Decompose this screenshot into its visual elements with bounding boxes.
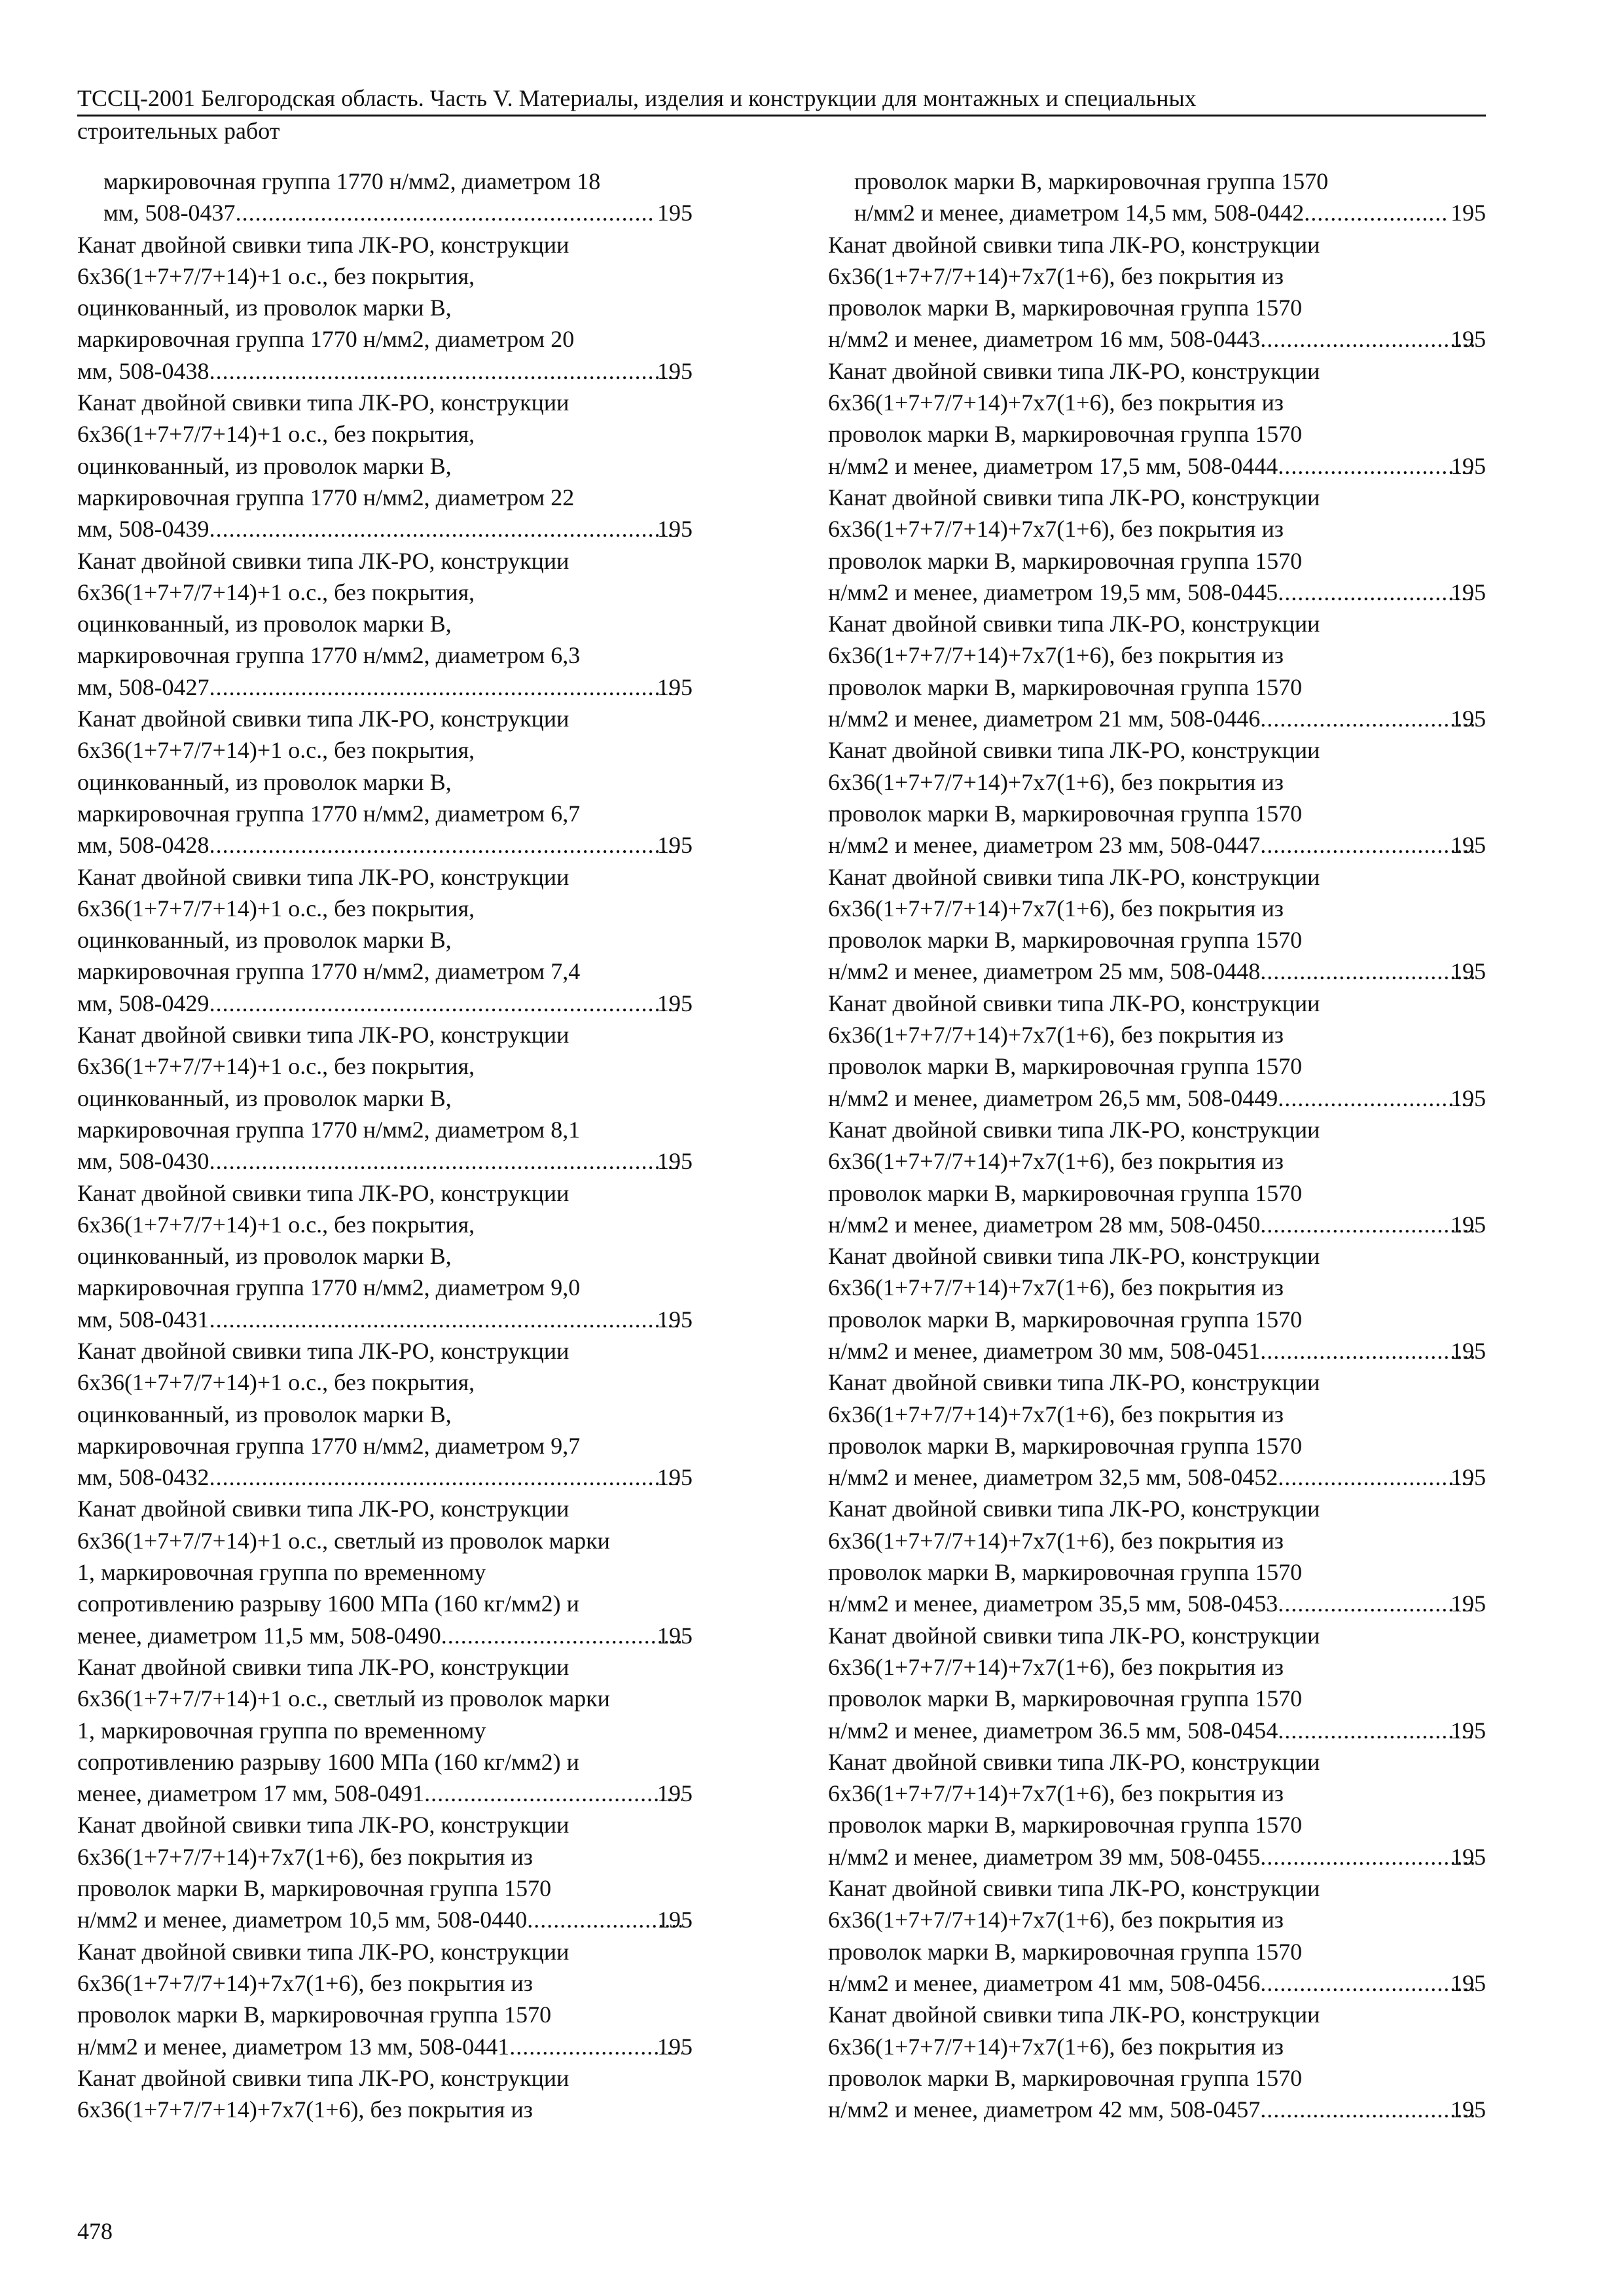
index-entry — [77, 1177, 693, 1335]
entry-text-line: проволок марки В, маркировочная группа 1570 — [828, 927, 1303, 954]
index-entry — [828, 1114, 1486, 1240]
entry-last-line — [828, 1209, 1486, 1240]
entry-code-text: мм, 508-0427 — [77, 673, 209, 700]
entry-text-line: Канат двойной свивки типа ЛК-РО, конструкции — [77, 863, 569, 890]
dot-leader — [209, 1145, 682, 1177]
entry-last-line — [77, 1462, 693, 1493]
entry-text-line: Канат двойной свивки типа ЛК-РО, конструкции — [77, 1179, 569, 1206]
entry-code-text: н/мм2 и менее, диаметром 10,5 мм, 508-0440 — [77, 1907, 528, 1933]
entry-text-line: Канат двойной свивки типа ЛК-РО, конструкции — [77, 547, 569, 574]
dot-leader — [1260, 2094, 1475, 2125]
entry-text-line: Канат двойной свивки типа ЛК-РО, конструкции — [77, 231, 569, 258]
dot-leader — [441, 1620, 682, 1651]
entry-page-ref: 195 — [1451, 1969, 1486, 1996]
index-entry — [828, 861, 1486, 988]
entry-text-line: 6х36(1+7+7/7+14)+1 о.с., без покрытия, — [77, 895, 475, 922]
entry-page-ref: 195 — [657, 1306, 693, 1333]
entry-text-line: 6х36(1+7+7/7+14)+7х7(1+6), без покрытия из — [828, 1274, 1284, 1301]
entry-text-line: 6х36(1+7+7/7+14)+7х7(1+6), без покрытия из — [828, 1022, 1284, 1049]
entry-last-line — [77, 1778, 693, 1809]
dot-leader — [1278, 1462, 1475, 1493]
dot-leader — [209, 829, 682, 861]
entry-text-line: Канат двойной свивки типа ЛК-РО, конструкции — [828, 863, 1320, 890]
entry-page-ref: 195 — [1451, 958, 1486, 985]
dot-leader — [1278, 1588, 1475, 1619]
entry-text-line: Канат двойной свивки типа ЛК-РО, конструкции — [77, 1496, 569, 1522]
entry-text-line: проволок марки В, маркировочная группа 1570 — [828, 2064, 1303, 2091]
entry-page-ref: 195 — [657, 832, 693, 859]
entry-text-line: 6х36(1+7+7/7+14)+7х7(1+6), без покрытия из — [828, 2033, 1284, 2060]
page-number: 478 — [77, 2218, 113, 2244]
entry-code-text: н/мм2 и менее, диаметром 14,5 мм, 508-0442 — [854, 200, 1305, 226]
entry-text-line: проволок марки В, маркировочная группа 1570 — [828, 1938, 1303, 1965]
dot-leader — [209, 513, 682, 545]
dot-leader — [1260, 323, 1475, 355]
entry-last-line — [828, 450, 1486, 482]
dot-leader — [209, 1304, 682, 1335]
entry-page-ref: 195 — [657, 200, 693, 226]
entry-text-line: 6х36(1+7+7/7+14)+7х7(1+6), без покрытия из — [828, 642, 1284, 669]
entry-page-ref: 195 — [657, 516, 693, 543]
entry-text-line: проволок марки В, маркировочная группа 1570 — [828, 1306, 1303, 1333]
entry-text-line: проволок марки В, маркировочная группа 1570 — [828, 1053, 1303, 1080]
index-entry — [77, 1651, 693, 1809]
entry-text-line: 6х36(1+7+7/7+14)+7х7(1+6), без покрытия из — [828, 262, 1284, 289]
entry-page-ref: 195 — [657, 357, 693, 384]
entry-text-line: 6х36(1+7+7/7+14)+7х7(1+6), без покрытия из — [77, 1843, 533, 1870]
entry-text-line: Канат двойной свивки типа ЛК-РО, конструкции — [77, 706, 569, 732]
entry-text-line: 6х36(1+7+7/7+14)+7х7(1+6), без покрытия из — [828, 516, 1284, 543]
entry-text-line: оцинкованный, из проволок марки В, — [77, 295, 452, 321]
entry-text-line: проволок марки В, маркировочная группа 1570 — [828, 295, 1303, 321]
index-entry — [828, 608, 1486, 734]
index-entry — [77, 1335, 693, 1493]
entry-code-text: н/мм2 и менее, диаметром 26,5 мм, 508-0449 — [828, 1085, 1278, 1111]
entry-text-line: 6х36(1+7+7/7+14)+1 о.с., без покрытия, — [77, 579, 475, 605]
index-entry — [77, 1809, 693, 1935]
dot-leader — [1278, 1083, 1475, 1114]
index-entry — [77, 861, 693, 1019]
entry-text-line: Канат двойной свивки типа ЛК-РО, конструкции — [77, 1938, 569, 1965]
entry-last-line — [828, 703, 1486, 734]
entry-text-line: сопротивлению разрыву 1600 МПа (160 кг/мм2) и — [77, 1590, 579, 1617]
entry-text-line: сопротивлению разрыву 1600 МПа (160 кг/мм2) и — [77, 1748, 579, 1775]
dot-leader — [209, 1462, 682, 1493]
entry-code-text: н/мм2 и менее, диаметром 42 мм, 508-0457 — [828, 2096, 1261, 2123]
index-entry — [828, 1367, 1486, 1493]
entry-text-line: проволок марки В, маркировочная группа 1570 — [828, 1432, 1303, 1459]
entry-code-text: мм, 508-0430 — [77, 1148, 209, 1175]
entry-last-line — [828, 1967, 1486, 1999]
entry-code-text: н/мм2 и менее, диаметром 35,5 мм, 508-0453 — [828, 1590, 1278, 1617]
entry-text-line: проволок марки В, маркировочная группа 1570 — [828, 421, 1303, 448]
index-entry — [77, 1019, 693, 1177]
entry-last-line — [77, 829, 693, 861]
entry-text-line: проволок марки В, маркировочная группа 1570 — [854, 168, 1329, 194]
index-entry — [77, 387, 693, 545]
entry-text-line: Канат двойной свивки типа ЛК-РО, конструкции — [828, 737, 1320, 764]
index-entry — [828, 166, 1486, 229]
entry-last-line — [828, 577, 1486, 608]
dot-leader — [1260, 956, 1475, 987]
entry-text-line: маркировочная группа 1770 н/мм2, диаметром 9,0 — [77, 1274, 581, 1301]
dot-leader — [1278, 577, 1475, 608]
dot-leader — [1260, 1841, 1475, 1873]
entry-text-line: проволок марки В, маркировочная группа 1570 — [828, 800, 1303, 827]
entry-text-line: Канат двойной свивки типа ЛК-РО, конструкции — [828, 1496, 1320, 1522]
entry-page-ref: 195 — [1451, 452, 1486, 479]
entry-last-line — [77, 2031, 693, 2062]
entry-text-line: 6х36(1+7+7/7+14)+7х7(1+6), без покрытия из — [77, 1969, 533, 1996]
entry-page-ref: 195 — [1451, 200, 1486, 226]
entry-page-ref: 195 — [1451, 1337, 1486, 1364]
index-entry — [828, 1999, 1486, 2125]
entry-page-ref: 195 — [1451, 1085, 1486, 1111]
index-entry — [828, 734, 1486, 861]
entry-text-line: Канат двойной свивки типа ЛК-РО, конструкции — [828, 1875, 1320, 1902]
dot-leader — [1260, 703, 1475, 734]
header-title-line2: строительных работ — [77, 118, 280, 144]
entry-text-line: Канат двойной свивки типа ЛК-РО, конструкции — [77, 1812, 569, 1839]
index-entry — [828, 1873, 1486, 1999]
entry-text-line: оцинкованный, из проволок марки В, — [77, 1243, 452, 1270]
entry-text-line: 6х36(1+7+7/7+14)+1 о.с., без покрытия, — [77, 737, 475, 764]
entry-text-line: 6х36(1+7+7/7+14)+7х7(1+6), без покрытия из — [828, 389, 1284, 416]
running-header — [77, 84, 1486, 146]
index-entry — [828, 988, 1486, 1114]
entry-text-line: Канат двойной свивки типа ЛК-РО, конструкции — [77, 389, 569, 416]
entry-text-line: оцинкованный, из проволок марки В, — [77, 1401, 452, 1427]
entry-text-line: маркировочная группа 1770 н/мм2, диаметром 7,4 — [77, 958, 581, 985]
entry-code-text: н/мм2 и менее, диаметром 13 мм, 508-0441 — [77, 2033, 510, 2060]
entry-text-line: 6х36(1+7+7/7+14)+1 о.с., светлый из проволок марки — [77, 1685, 610, 1712]
entry-code-text: н/мм2 и менее, диаметром 25 мм, 508-0448 — [828, 958, 1261, 985]
entry-code-text: мм, 508-0431 — [77, 1306, 209, 1333]
dot-leader — [1260, 1335, 1475, 1367]
entry-text-line: 6х36(1+7+7/7+14)+1 о.с., без покрытия, — [77, 262, 475, 289]
entry-text-line: 6х36(1+7+7/7+14)+7х7(1+6), без покрытия из — [828, 1653, 1284, 1680]
entry-code-text: н/мм2 и менее, диаметром 23 мм, 508-0447 — [828, 832, 1261, 859]
index-entry — [77, 545, 693, 703]
entry-code-text: мм, 508-0432 — [77, 1464, 209, 1491]
entry-text-line: 1, маркировочная группа по временному — [77, 1717, 486, 1744]
entry-text-line: проволок марки В, маркировочная группа 1570 — [828, 673, 1303, 700]
entry-code-text: н/мм2 и менее, диаметром 17,5 мм, 508-0444 — [828, 452, 1278, 479]
entry-text-line: маркировочная группа 1770 н/мм2, диаметром 22 — [77, 484, 575, 511]
entry-text-line: Канат двойной свивки типа ЛК-РО, конструкции — [828, 357, 1320, 384]
entry-text-line: Канат двойной свивки типа ЛК-РО, конструкции — [828, 1116, 1320, 1143]
entry-last-line — [828, 323, 1486, 355]
entry-code-text: н/мм2 и менее, диаметром 41 мм, 508-0456 — [828, 1969, 1261, 1996]
entry-code-text: н/мм2 и менее, диаметром 16 мм, 508-0443 — [828, 326, 1261, 353]
dot-leader — [424, 1778, 682, 1809]
entry-text-line: проволок марки В, маркировочная группа 1570 — [828, 1559, 1303, 1586]
dot-leader — [209, 672, 682, 703]
entry-page-ref: 195 — [1451, 326, 1486, 353]
entry-last-line — [828, 1588, 1486, 1619]
entry-text-line: маркировочная группа 1770 н/мм2, диаметром 18 — [103, 168, 601, 194]
index-entry — [77, 1936, 693, 2062]
entry-page-ref: 195 — [657, 2033, 693, 2060]
entry-text-line: 6х36(1+7+7/7+14)+7х7(1+6), без покрытия из — [828, 895, 1284, 922]
entry-text-line: 6х36(1+7+7/7+14)+7х7(1+6), без покрытия из — [828, 768, 1284, 795]
index-entry — [77, 166, 693, 229]
dot-leader — [1260, 1209, 1475, 1240]
entry-last-line — [828, 1083, 1486, 1114]
entry-text-line: 6х36(1+7+7/7+14)+1 о.с., без покрытия, — [77, 1211, 475, 1238]
entry-page-ref: 195 — [1451, 2096, 1486, 2123]
entry-text-line: Канат двойной свивки типа ЛК-РО, конструкции — [828, 990, 1320, 1016]
entry-last-line — [77, 988, 693, 1019]
entry-page-ref: 195 — [657, 1464, 693, 1491]
entry-last-line — [828, 1841, 1486, 1873]
dot-leader — [209, 988, 682, 1019]
entry-code-text: мм, 508-0428 — [77, 832, 209, 859]
entry-last-line — [77, 1304, 693, 1335]
entry-text-line: проволок марки В, маркировочная группа 1570 — [828, 1685, 1303, 1712]
entry-last-line — [77, 1145, 693, 1177]
entry-last-line — [828, 829, 1486, 861]
index-entry — [828, 1240, 1486, 1367]
entry-last-line — [77, 1620, 693, 1651]
entry-text-line: Канат двойной свивки типа ЛК-РО, конструкции — [828, 1622, 1320, 1649]
entry-code-text: н/мм2 и менее, диаметром 39 мм, 508-0455 — [828, 1843, 1261, 1870]
entry-text-line: 6х36(1+7+7/7+14)+7х7(1+6), без покрытия из — [828, 1401, 1284, 1427]
entry-text-line: маркировочная группа 1770 н/мм2, диаметром 8,1 — [77, 1116, 581, 1143]
entry-text-line: 6х36(1+7+7/7+14)+7х7(1+6), без покрытия из — [828, 1527, 1284, 1554]
dot-leader — [236, 197, 656, 228]
entry-code-text: мм, 508-0429 — [77, 990, 209, 1016]
entry-text-line: оцинкованный, из проволок марки В, — [77, 452, 452, 479]
entry-text-line: проволок марки В, маркировочная группа 1570 — [828, 1179, 1303, 1206]
index-entry — [828, 1746, 1486, 1873]
entry-code-text: мм, 508-0437 — [103, 200, 236, 226]
dot-leader — [1304, 197, 1449, 228]
index-entry — [828, 1493, 1486, 1619]
entry-text-line: Канат двойной свивки типа ЛК-РО, конструкции — [828, 1243, 1320, 1270]
entry-page-ref: 195 — [1451, 1590, 1486, 1617]
entry-code-text: н/мм2 и менее, диаметром 21 мм, 508-0446 — [828, 706, 1261, 732]
dot-leader — [1260, 1967, 1475, 1999]
entry-page-ref: 195 — [1451, 1464, 1486, 1491]
entry-text-line: оцинкованный, из проволок марки В, — [77, 1085, 452, 1111]
entry-text-line: 6х36(1+7+7/7+14)+1 о.с., без покрытия, — [77, 1053, 475, 1080]
index-entry — [77, 703, 693, 861]
entry-text-line: Канат двойной свивки типа ЛК-РО, конструкции — [77, 1653, 569, 1680]
entry-code-text: н/мм2 и менее, диаметром 28 мм, 508-0450 — [828, 1211, 1261, 1238]
entry-text-line: 6х36(1+7+7/7+14)+7х7(1+6), без покрытия из — [77, 2096, 533, 2123]
entry-last-line — [103, 197, 693, 228]
entry-page-ref: 195 — [1451, 706, 1486, 732]
entry-text-line: оцинкованный, из проволок марки В, — [77, 611, 452, 637]
entry-text-line: оцинкованный, из проволок марки В, — [77, 768, 452, 795]
entry-page-ref: 195 — [657, 673, 693, 700]
dot-leader — [1278, 450, 1475, 482]
entry-text-line: 1, маркировочная группа по временному — [77, 1559, 486, 1586]
entry-text-line: Канат двойной свивки типа ЛК-РО, конструкции — [77, 1337, 569, 1364]
index-entry — [77, 2062, 693, 2126]
entry-last-line — [854, 197, 1486, 228]
dot-leader — [1260, 829, 1475, 861]
entry-page-ref: 195 — [1451, 1843, 1486, 1870]
entry-last-line — [77, 355, 693, 387]
entry-text-line: Канат двойной свивки типа ЛК-РО, конструкции — [828, 484, 1320, 511]
dot-leader — [1278, 1715, 1475, 1746]
index-entry — [828, 482, 1486, 608]
entry-last-line — [77, 672, 693, 703]
entry-text-line: Канат двойной свивки типа ЛК-РО, конструкции — [828, 1748, 1320, 1775]
entry-last-line — [828, 1462, 1486, 1493]
entry-page-ref: 195 — [1451, 579, 1486, 605]
entry-text-line: проволок марки В, маркировочная группа 1570 — [77, 1875, 552, 1902]
entry-code-text: н/мм2 и менее, диаметром 36.5 мм, 508-0454 — [828, 1717, 1278, 1744]
entry-text-line: 6х36(1+7+7/7+14)+7х7(1+6), без покрытия из — [828, 1148, 1284, 1175]
entry-text-line: Канат двойной свивки типа ЛК-РО, конструкции — [77, 1022, 569, 1049]
entry-text-line: маркировочная группа 1770 н/мм2, диаметром 20 — [77, 326, 575, 353]
entry-text-line: Канат двойной свивки типа ЛК-РО, конструкции — [828, 231, 1320, 258]
index-entry — [828, 355, 1486, 482]
entry-last-line — [828, 2094, 1486, 2125]
entry-text-line: маркировочная группа 1770 н/мм2, диаметром 9,7 — [77, 1432, 581, 1459]
index-entry — [77, 1493, 693, 1651]
entry-last-line — [77, 1904, 693, 1935]
index-entry — [828, 1620, 1486, 1746]
entry-text-line: Канат двойной свивки типа ЛК-РО, конструкции — [77, 2064, 569, 2091]
entry-page-ref: 195 — [657, 1622, 693, 1649]
entry-code-text: мм, 508-0439 — [77, 516, 209, 543]
dot-leader — [509, 2031, 682, 2062]
entry-page-ref: 195 — [657, 1148, 693, 1175]
entry-code-text: н/мм2 и менее, диаметром 30 мм, 508-0451 — [828, 1337, 1261, 1364]
entry-page-ref: 195 — [657, 1907, 693, 1933]
entry-text-line: Канат двойной свивки типа ЛК-РО, конструкции — [828, 1369, 1320, 1396]
entry-text-line: Канат двойной свивки типа ЛК-РО, конструкции — [828, 2001, 1320, 2028]
entry-code-text: мм, 508-0438 — [77, 357, 209, 384]
entry-code-text: менее, диаметром 11,5 мм, 508-0490 — [77, 1622, 441, 1649]
index-entry — [828, 229, 1486, 355]
header-title-line1: ТССЦ-2001 Белгородская область. Часть V. Материалы, изделия и конструкции для монтажных и специальных — [77, 84, 1486, 117]
entry-page-ref: 195 — [657, 990, 693, 1016]
entry-page-ref: 195 — [1451, 832, 1486, 859]
entry-text-line: маркировочная группа 1770 н/мм2, диаметром 6,3 — [77, 642, 581, 669]
entry-code-text: менее, диаметром 17 мм, 508-0491 — [77, 1780, 425, 1807]
entry-text-line: 6х36(1+7+7/7+14)+1 о.с., без покрытия, — [77, 421, 475, 448]
entry-last-line — [828, 1335, 1486, 1367]
entry-text-line: 6х36(1+7+7/7+14)+1 о.с., светлый из проволок марки — [77, 1527, 610, 1554]
index-entry — [77, 229, 693, 387]
entry-text-line: 6х36(1+7+7/7+14)+7х7(1+6), без покрытия из — [828, 1780, 1284, 1807]
entry-page-ref: 195 — [657, 1780, 693, 1807]
entry-text-line: маркировочная группа 1770 н/мм2, диаметром 6,7 — [77, 800, 581, 827]
entry-last-line — [828, 956, 1486, 987]
entry-page-ref: 195 — [1451, 1717, 1486, 1744]
entry-code-text: н/мм2 и менее, диаметром 32,5 мм, 508-0452 — [828, 1464, 1278, 1491]
index-column-left — [77, 166, 693, 2125]
entry-last-line — [828, 1715, 1486, 1746]
entry-code-text: н/мм2 и менее, диаметром 19,5 мм, 508-0445 — [828, 579, 1278, 605]
entry-text-line: проволок марки В, маркировочная группа 1570 — [828, 1812, 1303, 1839]
dot-leader — [209, 355, 682, 387]
entry-text-line: проволок марки В, маркировочная группа 1570 — [77, 2001, 552, 2028]
index-column-right — [828, 166, 1486, 2125]
entry-text-line: проволок марки В, маркировочная группа 1570 — [828, 547, 1303, 574]
entry-text-line: оцинкованный, из проволок марки В, — [77, 927, 452, 954]
entry-text-line: 6х36(1+7+7/7+14)+1 о.с., без покрытия, — [77, 1369, 475, 1396]
entry-last-line — [77, 513, 693, 545]
entry-page-ref: 195 — [1451, 1211, 1486, 1238]
entry-text-line: 6х36(1+7+7/7+14)+7х7(1+6), без покрытия из — [828, 1907, 1284, 1933]
entry-text-line: Канат двойной свивки типа ЛК-РО, конструкции — [828, 611, 1320, 637]
